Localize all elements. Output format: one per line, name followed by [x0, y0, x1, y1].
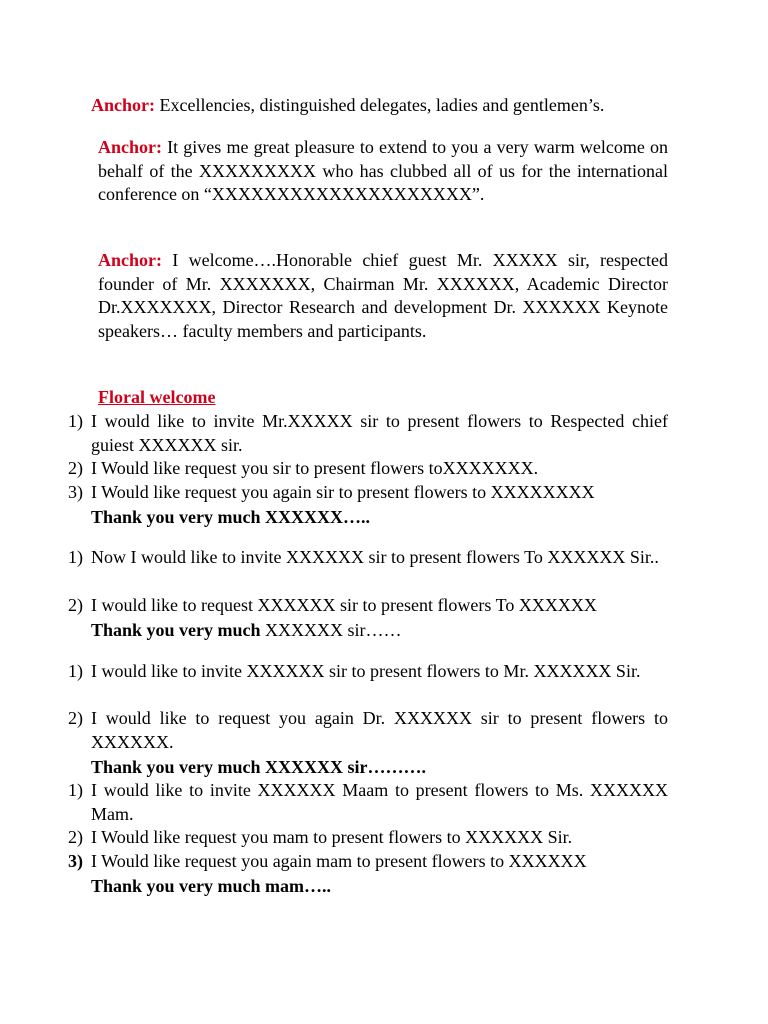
thank-you-rest: XXXXXX sir………. — [260, 757, 427, 777]
thank-you-line — [91, 874, 331, 898]
list-item: I would like to request you again Dr. XXXXXX sir to present flowers to XXXXXX. — [91, 708, 668, 752]
list-number: 1) — [68, 547, 83, 567]
anchor-label: Anchor: — [91, 95, 155, 115]
list-number: 2) — [68, 708, 83, 728]
list-item: I Would like request you mam to present flowers to XXXXXX Sir. — [91, 827, 573, 847]
list-item: I would like to invite Mr.XXXXX sir to present flowers to Respected chief guiest XXXXXX sir. — [91, 411, 668, 455]
intro-text-2: It gives me great pleasure to extend to you a very warm welcome on behalf of the XXXXXXXXX who has clubbed all of us for the international conference on “XXXXXXXXXXXXXXXXXXXX”. — [98, 137, 669, 204]
list-number: 1) — [68, 780, 83, 800]
intro-paragraph-1 — [91, 93, 604, 117]
thank-you-line — [91, 755, 426, 779]
thank-you-line — [91, 618, 402, 642]
list-number: 1) — [68, 661, 83, 681]
list-item: I Would like request you sir to present flowers toXXXXXXX. — [91, 458, 539, 478]
list-item: I Would like request you again sir to present flowers to XXXXXXXX — [91, 482, 595, 502]
anchor-label: Anchor: — [98, 137, 162, 157]
floral-welcome-heading: Floral welcome — [98, 387, 216, 407]
list-number: 2) — [68, 458, 83, 478]
list-item: I would like to request XXXXXX sir to present flowers To XXXXXX — [91, 595, 597, 615]
list-number: 3) — [68, 851, 83, 871]
intro-paragraph-2 — [98, 136, 668, 207]
thank-you-line — [91, 505, 370, 529]
thank-you-bold: Thank you very much — [91, 757, 261, 777]
list-item: I would like to invite XXXXXX sir to present flowers to Mr. XXXXXX Sir. — [91, 661, 641, 681]
anchor-label: Anchor: — [98, 250, 162, 270]
list-number: 3) — [68, 482, 83, 502]
thank-you-bold: Thank you very much — [91, 620, 261, 640]
intro-text-1: Excellencies, distinguished delegates, ladies and gentlemen’s. — [159, 95, 605, 115]
list-number: 2) — [68, 827, 83, 847]
list-item: Now I would like to invite XXXXXX sir to present flowers To XXXXXX Sir.. — [91, 547, 659, 567]
list-item: I Would like request you again mam to present flowers to XXXXXX — [91, 851, 587, 871]
list-number: 2) — [68, 595, 83, 615]
intro-text-3: I welcome….Honorable chief guest Mr. XXXXX sir, respected founder of Mr. XXXXXXX, Chairman Mr. XXXXXX, Academic Director Dr.XXXXXXX, Director Research and development Dr. XXXXXX Keynote speakers… faculty members and participants. — [98, 250, 668, 341]
thank-you-rest: XXXXXX sir…… — [260, 620, 402, 640]
thank-you-bold: Thank you very much mam….. — [91, 876, 332, 896]
thank-you-bold: Thank you very much XXXXXX….. — [91, 507, 371, 527]
list-number: 1) — [68, 411, 83, 431]
intro-paragraph-3 — [98, 249, 668, 343]
list-item: I would like to invite XXXXXX Maam to present flowers to Ms. XXXXXX Mam. — [91, 780, 668, 824]
